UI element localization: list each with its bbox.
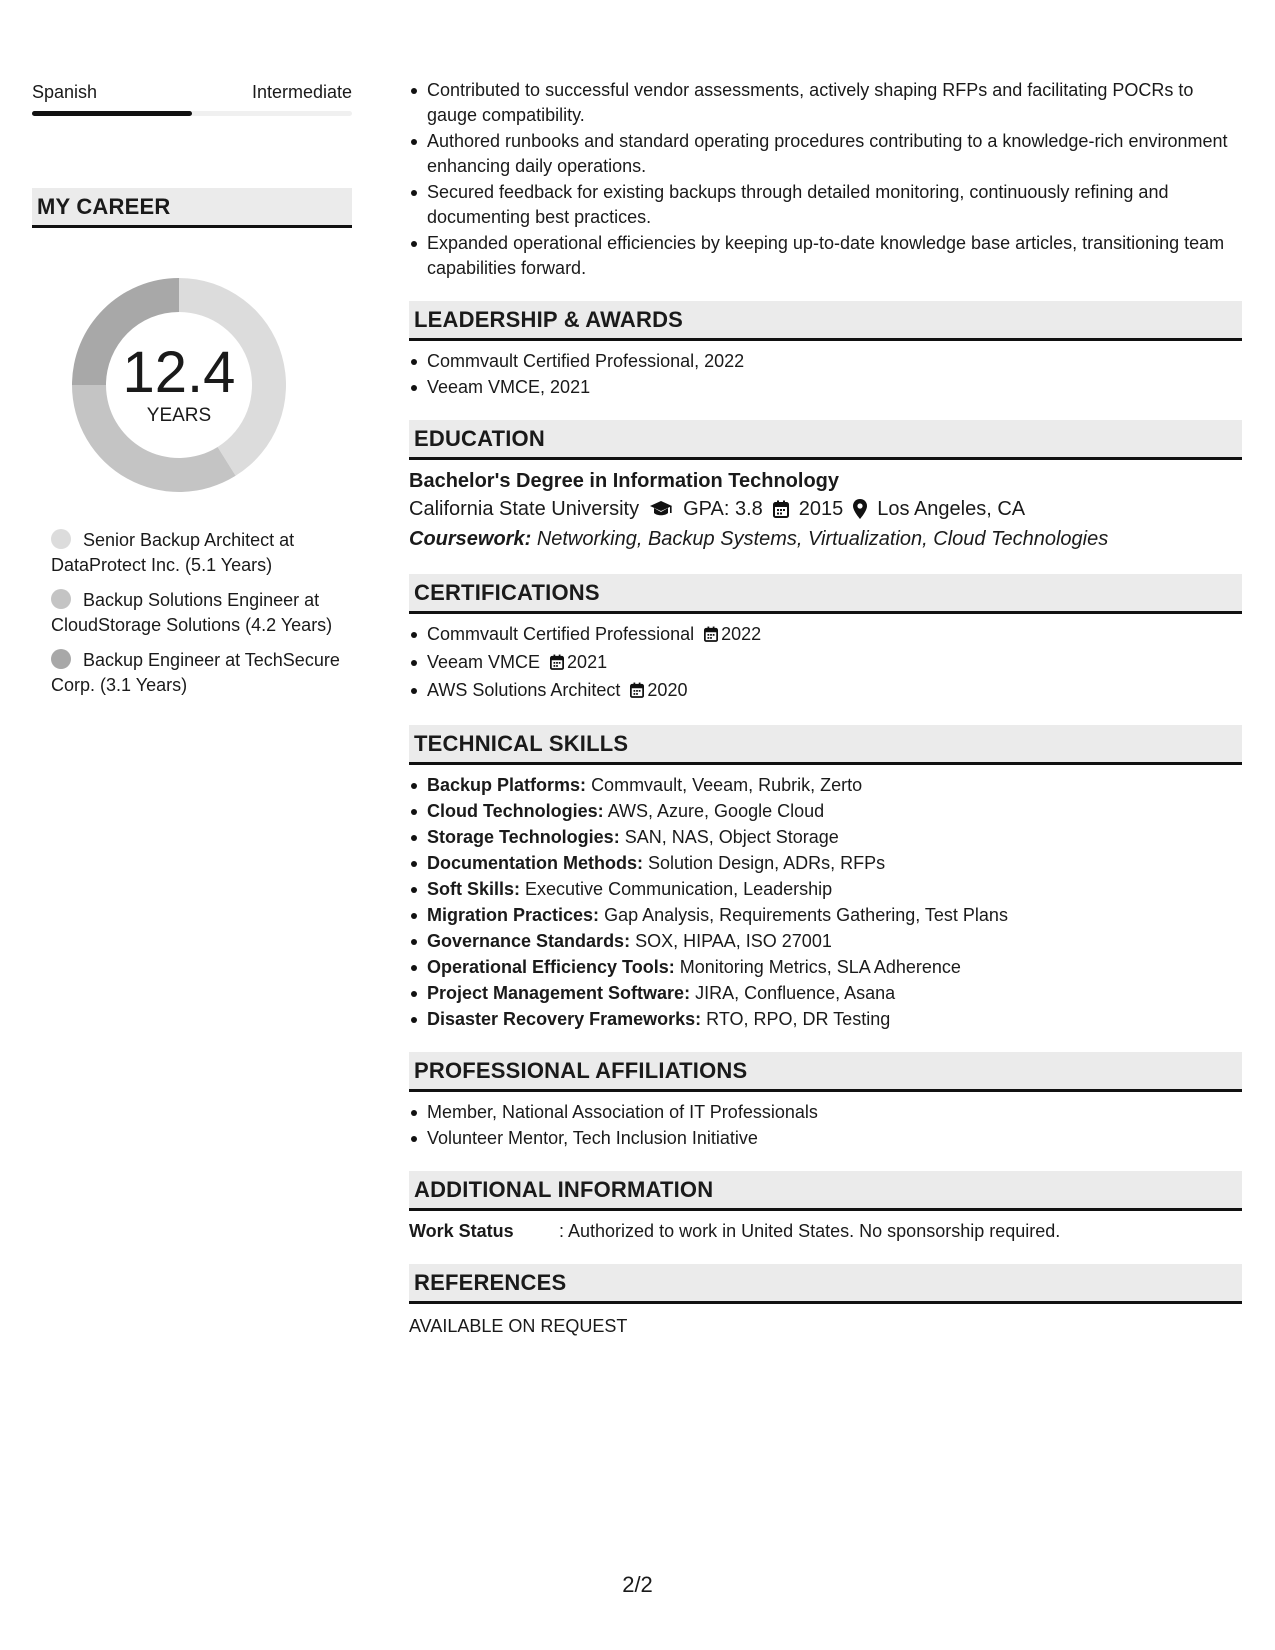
calendar-icon	[704, 624, 718, 649]
affiliations-list	[409, 1100, 1242, 1151]
skill-value: AWS, Azure, Google Cloud	[607, 801, 825, 821]
skill-label: Governance Standards:	[427, 931, 631, 951]
career-role-label: Senior Backup Architect at DataProtect Inc. (5.1 Years)	[51, 530, 295, 575]
skill-item	[427, 825, 1242, 850]
certification-item	[427, 678, 1242, 705]
calendar-icon	[550, 652, 564, 677]
affiliations-section	[409, 1052, 1242, 1151]
affiliation-item: Member, National Association of IT Professionals	[427, 1100, 1242, 1125]
skill-value: Commvault, Veeam, Rubrik, Zerto	[591, 775, 863, 795]
certifications-heading: CERTIFICATIONS	[409, 574, 1242, 614]
skill-label: Documentation Methods:	[427, 853, 643, 873]
work-status-label: Work Status	[409, 1221, 514, 1241]
education-gpa: GPA: 3.8	[683, 498, 763, 520]
education-location: Los Angeles, CA	[877, 498, 1026, 520]
certification-name: AWS Solutions Architect	[427, 680, 621, 700]
career-role-label: Backup Solutions Engineer at CloudStorage Solutions (4.2 Years)	[51, 590, 333, 635]
experience-bullet: Expanded operational efficiencies by keeping up-to-date knowledge base articles, transitioning team capabilities forward.	[427, 231, 1242, 281]
skill-label: Soft Skills:	[427, 879, 521, 899]
coursework-label: Coursework:	[409, 528, 532, 550]
certification-year: 2022	[721, 624, 762, 644]
sidebar	[32, 78, 352, 708]
skill-label: Project Management Software:	[427, 983, 691, 1003]
certification-name: Commvault Certified Professional	[427, 624, 695, 644]
skill-item	[427, 955, 1242, 980]
skills-heading: TECHNICAL SKILLS	[409, 725, 1242, 765]
skill-label: Migration Practices:	[427, 905, 600, 925]
language-name: Spanish	[32, 82, 98, 102]
education-heading: EDUCATION	[409, 420, 1242, 460]
skill-item	[427, 877, 1242, 902]
skill-item	[427, 929, 1242, 954]
map-pin-icon	[853, 499, 867, 519]
additional-heading: ADDITIONAL INFORMATION	[409, 1171, 1242, 1211]
certification-item	[427, 650, 1242, 677]
calendar-icon	[630, 680, 644, 705]
skill-label: Cloud Technologies:	[427, 801, 604, 821]
skill-value: SAN, NAS, Object Storage	[624, 827, 839, 847]
certification-name: Veeam VMCE	[427, 652, 541, 672]
award-item: Veeam VMCE, 2021	[427, 375, 1242, 400]
career-total-years: 12.4	[122, 340, 236, 405]
education-school: California State University	[409, 498, 640, 520]
skill-item	[427, 1007, 1242, 1032]
career-donut-chart	[64, 270, 294, 500]
certification-item	[427, 622, 1242, 649]
skill-item	[427, 799, 1242, 824]
certifications-list	[409, 622, 1242, 705]
career-role	[51, 588, 352, 638]
skill-value: JIRA, Confluence, Asana	[695, 983, 896, 1003]
certification-year: 2020	[647, 680, 688, 700]
skill-value: Solution Design, ADRs, RFPs	[648, 853, 886, 873]
career-role-label: Backup Engineer at TechSecure Corp. (3.1 Years)	[51, 650, 340, 695]
skills-list	[409, 773, 1242, 1032]
graduation-cap-icon	[649, 500, 673, 518]
education-degree: Bachelor's Degree in Information Technology	[409, 470, 840, 492]
language-row	[32, 78, 352, 103]
legend-dot-icon	[51, 529, 71, 549]
education-coursework	[409, 524, 1242, 554]
experience-bullet: Contributed to successful vendor assessments, actively shaping RFPs and facilitating POCRs to gauge compatibility.	[427, 78, 1242, 128]
skill-value: Gap Analysis, Requirements Gathering, Test Plans	[604, 905, 1008, 925]
education-section	[409, 420, 1242, 554]
skill-item	[427, 903, 1242, 928]
leadership-heading: LEADERSHIP & AWARDS	[409, 301, 1242, 341]
career-donut-center	[64, 270, 294, 500]
skill-value: Monitoring Metrics, SLA Adherence	[679, 957, 961, 977]
references-text: AVAILABLE ON REQUEST	[409, 1316, 628, 1336]
language-level: Intermediate	[251, 82, 352, 102]
language-proficiency-bar	[32, 111, 352, 116]
skill-value: SOX, HIPAA, ISO 27001	[635, 931, 832, 951]
career-total-unit: YEARS	[146, 405, 212, 426]
career-heading: MY CAREER	[32, 188, 352, 228]
work-status-row	[409, 1219, 1242, 1244]
skill-value: RTO, RPO, DR Testing	[706, 1009, 891, 1029]
affiliations-heading: PROFESSIONAL AFFILIATIONS	[409, 1052, 1242, 1092]
certifications-section	[409, 574, 1242, 705]
skill-label: Operational Efficiency Tools:	[427, 957, 675, 977]
experience-bullet: Authored runbooks and standard operating procedures contributing to a knowledge-rich environment enhancing daily operations.	[427, 129, 1242, 179]
career-role	[51, 648, 352, 698]
skill-item	[427, 851, 1242, 876]
skill-item	[427, 981, 1242, 1006]
education-year: 2015	[798, 498, 844, 520]
education-meta	[409, 494, 1242, 524]
main-column	[409, 78, 1242, 1339]
additional-section	[409, 1171, 1242, 1244]
skill-label: Backup Platforms:	[427, 775, 587, 795]
leadership-section	[409, 301, 1242, 400]
references-section	[409, 1264, 1242, 1339]
affiliation-item: Volunteer Mentor, Tech Inclusion Initiative	[427, 1126, 1242, 1151]
legend-dot-icon	[51, 649, 71, 669]
calendar-icon	[773, 500, 789, 518]
leadership-list	[409, 349, 1242, 400]
legend-dot-icon	[51, 589, 71, 609]
skill-label: Disaster Recovery Frameworks:	[427, 1009, 702, 1029]
certification-year: 2021	[567, 652, 608, 672]
career-role	[51, 528, 352, 578]
experience-bullet: Secured feedback for existing backups through detailed monitoring, continuously refining and documenting best practices.	[427, 180, 1242, 230]
award-item: Commvault Certified Professional, 2022	[427, 349, 1242, 374]
language-proficiency-fill	[32, 111, 192, 116]
page-number: 2/2	[622, 1572, 653, 1597]
skill-item	[427, 773, 1242, 798]
coursework-value: Networking, Backup Systems, Virtualization, Cloud Technologies	[536, 528, 1109, 550]
experience-bullets	[409, 78, 1242, 281]
skills-section	[409, 725, 1242, 1032]
work-status-value: : Authorized to work in United States. No sponsorship required.	[559, 1221, 1061, 1241]
skill-value: Executive Communication, Leadership	[525, 879, 833, 899]
career-role-list	[32, 528, 352, 698]
skill-label: Storage Technologies:	[427, 827, 620, 847]
references-heading: REFERENCES	[409, 1264, 1242, 1304]
